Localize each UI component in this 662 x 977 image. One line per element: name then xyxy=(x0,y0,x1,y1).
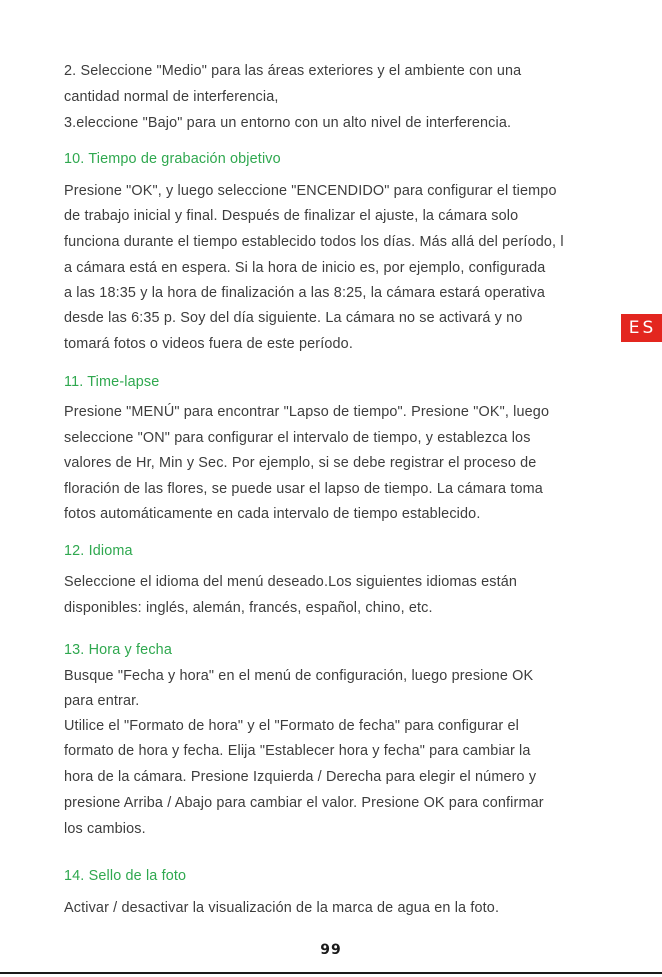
page-number: 99 xyxy=(320,942,342,958)
section-heading: 14. Sello de la foto xyxy=(64,868,187,884)
text-line: funciona durante el tiempo establecido todos los días. Más allá del período, l xyxy=(64,234,564,250)
text-line: floración de las flores, se puede usar el lapso de tiempo. La cámara toma xyxy=(64,481,543,497)
text-line: Presione "MENÚ" para encontrar "Lapso de tiempo". Presione "OK", luego xyxy=(64,404,550,420)
language-badge: ES xyxy=(621,314,662,342)
text-line: presione Arriba / Abajo para cambiar el valor. Presione OK para confirmar xyxy=(64,795,544,811)
text-line: Utilice el "Formato de hora" y el "Formato de fecha" para configurar el xyxy=(64,718,520,734)
text-line: hora de la cámara. Presione Izquierda / Derecha para elegir el número y xyxy=(64,769,537,785)
text-line: 3.eleccione "Bajo" para un entorno con un alto nivel de interferencia. xyxy=(64,115,512,131)
text-line: fotos automáticamente en cada intervalo de tiempo establecido. xyxy=(64,506,481,522)
text-line: a cámara está en espera. Si la hora de inicio es, por ejemplo, configurada xyxy=(64,260,546,276)
text-line: 2. Seleccione "Medio" para las áreas exteriores y el ambiente con una xyxy=(64,63,522,79)
text-line: los cambios. xyxy=(64,821,146,837)
text-line: a las 18:35 y la hora de finalización a las 8:25, la cámara estará operativa xyxy=(64,285,545,301)
text-line: de trabajo inicial y final. Después de finalizar el ajuste, la cámara solo xyxy=(64,208,519,224)
text-line: desde las 6:35 p. Soy del día siguiente. La cámara no se activará y no xyxy=(64,310,523,326)
text-line: Activar / desactivar la visualización de la marca de agua en la foto. xyxy=(64,900,500,916)
text-line: tomará fotos o videos fuera de este período. xyxy=(64,336,353,352)
text-line: valores de Hr, Min y Sec. Por ejemplo, si se debe registrar el proceso de xyxy=(64,455,537,471)
section-heading: 13. Hora y fecha xyxy=(64,642,172,658)
text-line: Seleccione el idioma del menú deseado.Los siguientes idiomas están xyxy=(64,574,518,590)
section-heading: 11. Time-lapse xyxy=(64,374,160,390)
text-line: disponibles: inglés, alemán, francés, español, chino, etc. xyxy=(64,600,433,616)
section-heading: 12. Idioma xyxy=(64,543,133,559)
text-line: Presione "OK", y luego seleccione "ENCENDIDO" para configurar el tiempo xyxy=(64,183,557,199)
text-line: Busque "Fecha y hora" en el menú de configuración, luego presione OK xyxy=(64,668,534,684)
text-line: seleccione "ON" para configurar el intervalo de tiempo, y establezca los xyxy=(64,430,531,446)
section-heading: 10. Tiempo de grabación objetivo xyxy=(64,151,281,167)
text-line: formato de hora y fecha. Elija "Establecer hora y fecha" para cambiar la xyxy=(64,743,531,759)
text-line: cantidad normal de interferencia, xyxy=(64,89,279,105)
text-line: para entrar. xyxy=(64,693,140,709)
bottom-divider xyxy=(0,972,662,974)
